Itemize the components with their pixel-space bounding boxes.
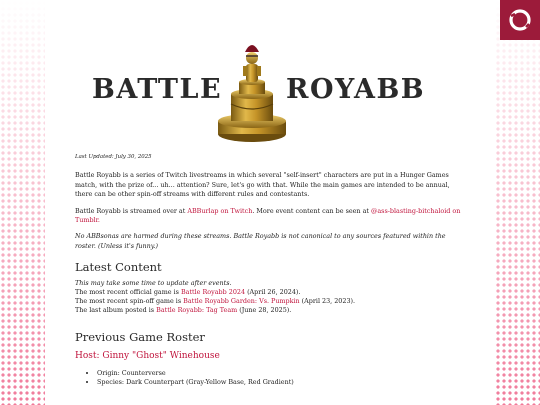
spinoff-game-link[interactable]: Battle Royabb Garden: Vs. Pumpkin (183, 296, 300, 305)
page (45, 0, 495, 405)
latest-text: The last album posted is (75, 305, 157, 314)
list-item: • Origin: Counterverse (97, 369, 465, 378)
latest-text: The most recent spin-off game is (75, 296, 184, 305)
latest-text: (June 28, 2025). (237, 305, 292, 314)
trophy-logo-icon (217, 36, 287, 146)
host-heading: Host: Ginny "Ghost" Winehouse (75, 351, 220, 362)
twitch-link[interactable]: ABBurlap on Twitch (187, 206, 253, 215)
latest-text: (April 26, 2024). (245, 287, 301, 296)
latest-content-heading: Latest Content (75, 260, 162, 275)
host-details-list (75, 369, 465, 387)
logo-text-right: ROYABB (286, 74, 426, 105)
latest-spinoff-line (75, 297, 465, 306)
latest-text: (April 23, 2023). (299, 296, 356, 305)
roster-heading: Previous Game Roster (75, 329, 205, 344)
main-content (75, 153, 465, 387)
list-item: • Species: Dark Counterpart (Gray-Yellow Base, Red Gradient) (97, 378, 465, 387)
stream-text: Battle Royabb is streamed over at (75, 206, 188, 215)
album-link[interactable]: Battle Royabb: Tag Team (156, 305, 238, 314)
logo-text-left: BATTLE (92, 74, 223, 105)
latest-text: The most recent official game is (75, 287, 181, 296)
menu-button[interactable] (500, 0, 540, 40)
official-game-link[interactable]: Battle Royabb 2024 (180, 287, 246, 296)
stream-paragraph (75, 207, 465, 226)
update-note: This may take some time to update after events. (75, 278, 232, 287)
latest-album-line (75, 306, 465, 315)
halftone-right (495, 0, 540, 405)
ring-icon (507, 7, 533, 33)
stream-text-2: . More event content can be seen at (252, 206, 371, 215)
intro-paragraph: Battle Royabb is a series of Twitch livestreams in which several "self-insert" characters are put in a Hunger Games match, with the prize of... uh... attention? Sure, let's go with that. While the main games are intended to be annual, there can be other spin-off streams with different rules and contestants. (75, 171, 450, 199)
disclaimer: No ABBsonas are harmed during these streams. Battle Royabb is not canonical to any sources featured within the roster. (Unless it's funny.) (75, 232, 446, 250)
latest-official-line (75, 288, 465, 297)
tumblr-link[interactable]: @ass-blasting-bitchaloid on Tumblr. (75, 206, 461, 225)
last-updated: Last Updated: July 30, 2025 (75, 154, 152, 160)
latest-content (75, 279, 465, 315)
site-header (45, 0, 495, 150)
